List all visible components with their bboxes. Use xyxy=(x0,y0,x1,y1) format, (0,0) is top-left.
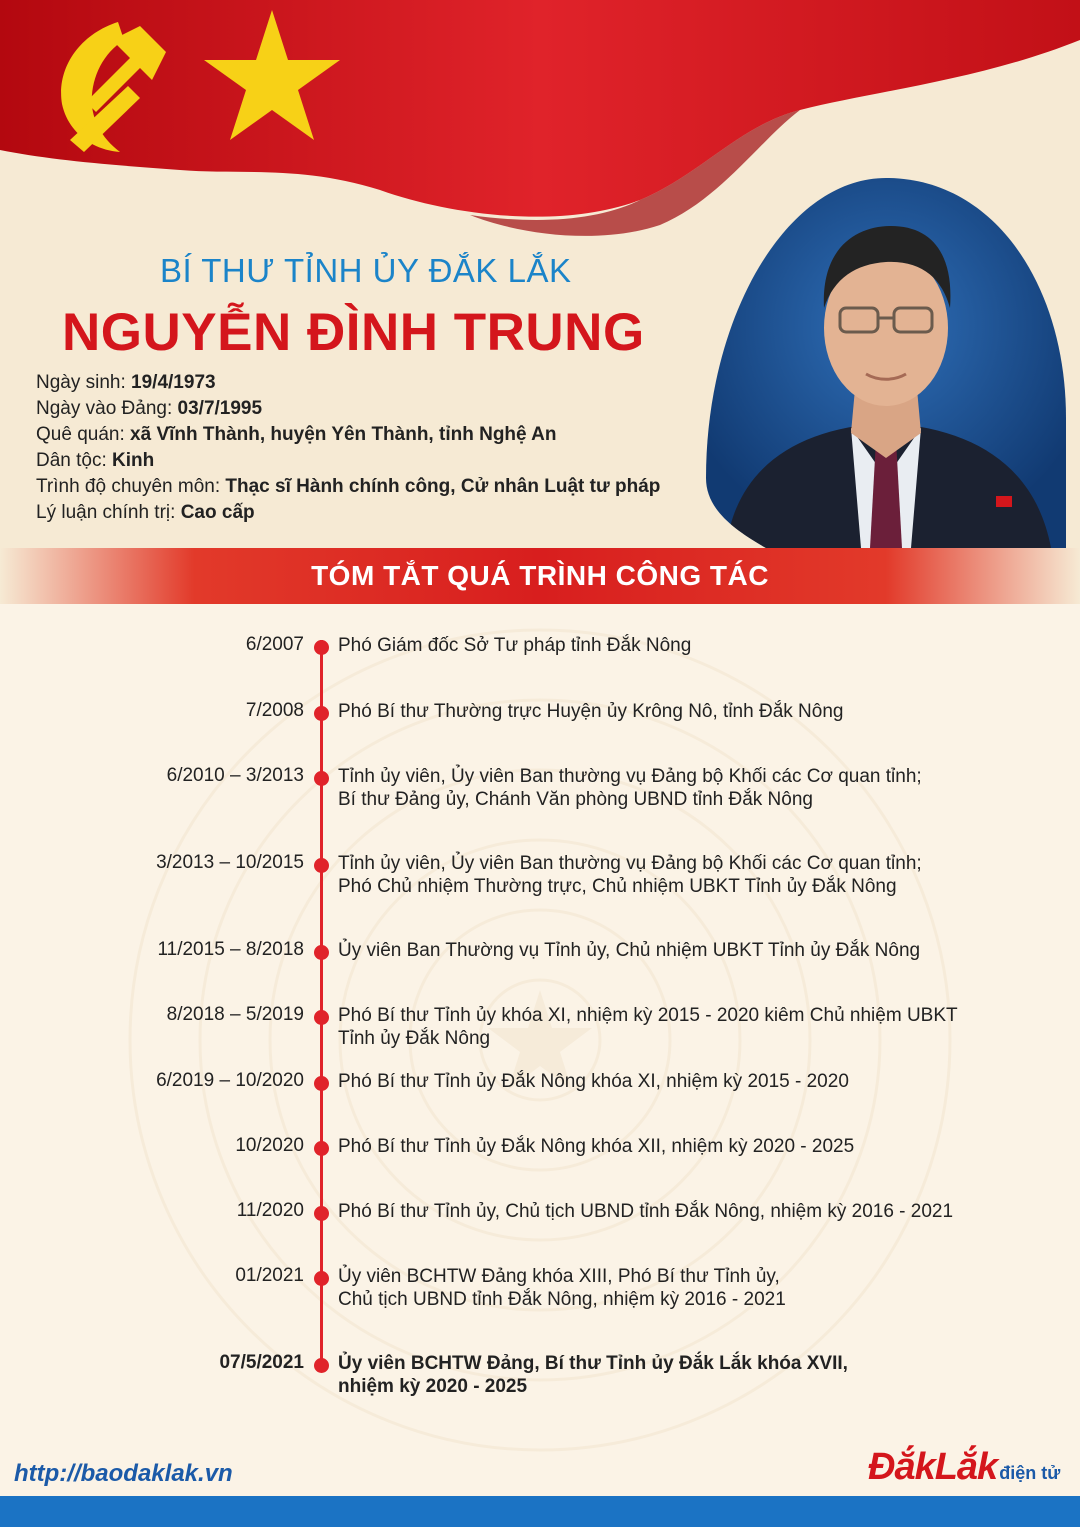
logo-main-text: ĐắkLắk xyxy=(868,1446,998,1488)
portrait-photo xyxy=(706,178,1066,548)
info-row-hometown: Quê quán: xã Vĩnh Thành, huyện Yên Thành, tỉnh Nghệ An xyxy=(36,424,557,445)
personal-info xyxy=(36,370,660,526)
timeline-description: Ủy viên Ban Thường vụ Tỉnh ủy, Chủ nhiệm UBKT Tỉnh ủy Đắk Nông xyxy=(338,940,921,961)
info-row-ethnicity: Dân tộc: Kinh xyxy=(36,450,155,471)
timeline-line xyxy=(320,640,323,1362)
timeline-date: 6/2007 xyxy=(245,634,304,655)
timeline-date: 8/2018 – 5/2019 xyxy=(166,1004,304,1025)
timeline-date: 01/2021 xyxy=(235,1265,304,1286)
timeline-dot xyxy=(314,1206,329,1221)
timeline-description: Phó Bí thư Tỉnh ủy khóa XI, nhiệm kỳ 2015 - 2020 kiêm Chủ nhiệm UBKT Tỉnh ủy Đắk Nông xyxy=(338,1005,958,1049)
timeline-date: 6/2019 – 10/2020 xyxy=(156,1070,304,1091)
timeline-dot xyxy=(314,640,329,655)
timeline-description: Ủy viên BCHTW Đảng khóa XIII, Phó Bí thư Tỉnh ủy, Chủ tịch UBND tỉnh Đắk Nông, nhiệm kỳ 2016 - 2021 xyxy=(338,1266,786,1310)
info-row-political-theory: Lý luận chính trị: Cao cấp xyxy=(36,502,255,523)
timeline-date: 11/2015 – 8/2018 xyxy=(157,939,304,960)
timeline-dot xyxy=(314,1271,329,1286)
timeline-dot xyxy=(314,1358,329,1373)
timeline-description: Phó Bí thư Tỉnh ủy, Chủ tịch UBND tỉnh Đắk Nông, nhiệm kỳ 2016 - 2021 xyxy=(338,1201,954,1222)
section-banner xyxy=(0,548,1080,604)
timeline-description: Tỉnh ủy viên, Ủy viên Ban thường vụ Đảng bộ Khối các Cơ quan tỉnh; Bí thư Đảng ủy, Chánh Văn phòng UBND tỉnh Đắk Nông xyxy=(338,766,922,810)
info-row-party-date: Ngày vào Đảng: 03/7/1995 xyxy=(36,398,263,419)
timeline-description: Ủy viên BCHTW Đảng, Bí thư Tỉnh ủy Đắk Lắk khóa XVII, nhiệm kỳ 2020 - 2025 xyxy=(338,1353,848,1397)
timeline-date: 10/2020 xyxy=(235,1135,304,1156)
timeline-dot xyxy=(314,945,329,960)
timeline-dot xyxy=(314,771,329,786)
timeline-dot xyxy=(314,858,329,873)
timeline-date: 6/2010 – 3/2013 xyxy=(166,765,304,786)
footer-bar xyxy=(0,1496,1080,1527)
timeline-description: Phó Giám đốc Sở Tư pháp tỉnh Đắk Nông xyxy=(338,635,692,656)
timeline-dot xyxy=(314,1141,329,1156)
timeline-date: 7/2008 xyxy=(245,700,304,721)
position-subtitle: BÍ THƯ TỈNH ỦY ĐẮK LẮK xyxy=(160,252,572,289)
timeline-date: 07/5/2021 xyxy=(219,1352,304,1373)
section-banner-title: TÓM TẮT QUÁ TRÌNH CÔNG TÁC xyxy=(311,560,769,591)
timeline-description: Phó Bí thư Tỉnh ủy Đắk Nông khóa XI, nhiệm kỳ 2015 - 2020 xyxy=(338,1071,849,1092)
info-row-birthdate: Ngày sinh: 19/4/1973 xyxy=(36,372,216,393)
website-link[interactable]: http://baodaklak.vn xyxy=(14,1460,233,1487)
timeline-dot xyxy=(314,706,329,721)
daklak-logo xyxy=(868,1446,1060,1489)
timeline-description: Phó Bí thư Thường trực Huyện ủy Krông Nô, tỉnh Đắk Nông xyxy=(338,701,844,722)
info-row-education: Trình độ chuyên môn: Thạc sĩ Hành chính công, Cử nhân Luật tư pháp xyxy=(36,476,661,497)
timeline-dot xyxy=(314,1076,329,1091)
person-name: NGUYỄN ĐÌNH TRUNG xyxy=(62,303,645,362)
logo-sub-text: điện tử xyxy=(999,1463,1061,1483)
timeline-date: 3/2013 – 10/2015 xyxy=(156,852,304,873)
timeline-dot xyxy=(314,1010,329,1025)
timeline-date: 11/2020 xyxy=(236,1200,304,1221)
timeline-description: Phó Bí thư Tỉnh ủy Đắk Nông khóa XII, nhiệm kỳ 2020 - 2025 xyxy=(338,1136,855,1157)
timeline-description: Tỉnh ủy viên, Ủy viên Ban thường vụ Đảng bộ Khối các Cơ quan tỉnh; Phó Chủ nhiệm Thường trực, Chủ nhiệm UBKT Tỉnh ủy Đắk Nông xyxy=(338,853,922,897)
